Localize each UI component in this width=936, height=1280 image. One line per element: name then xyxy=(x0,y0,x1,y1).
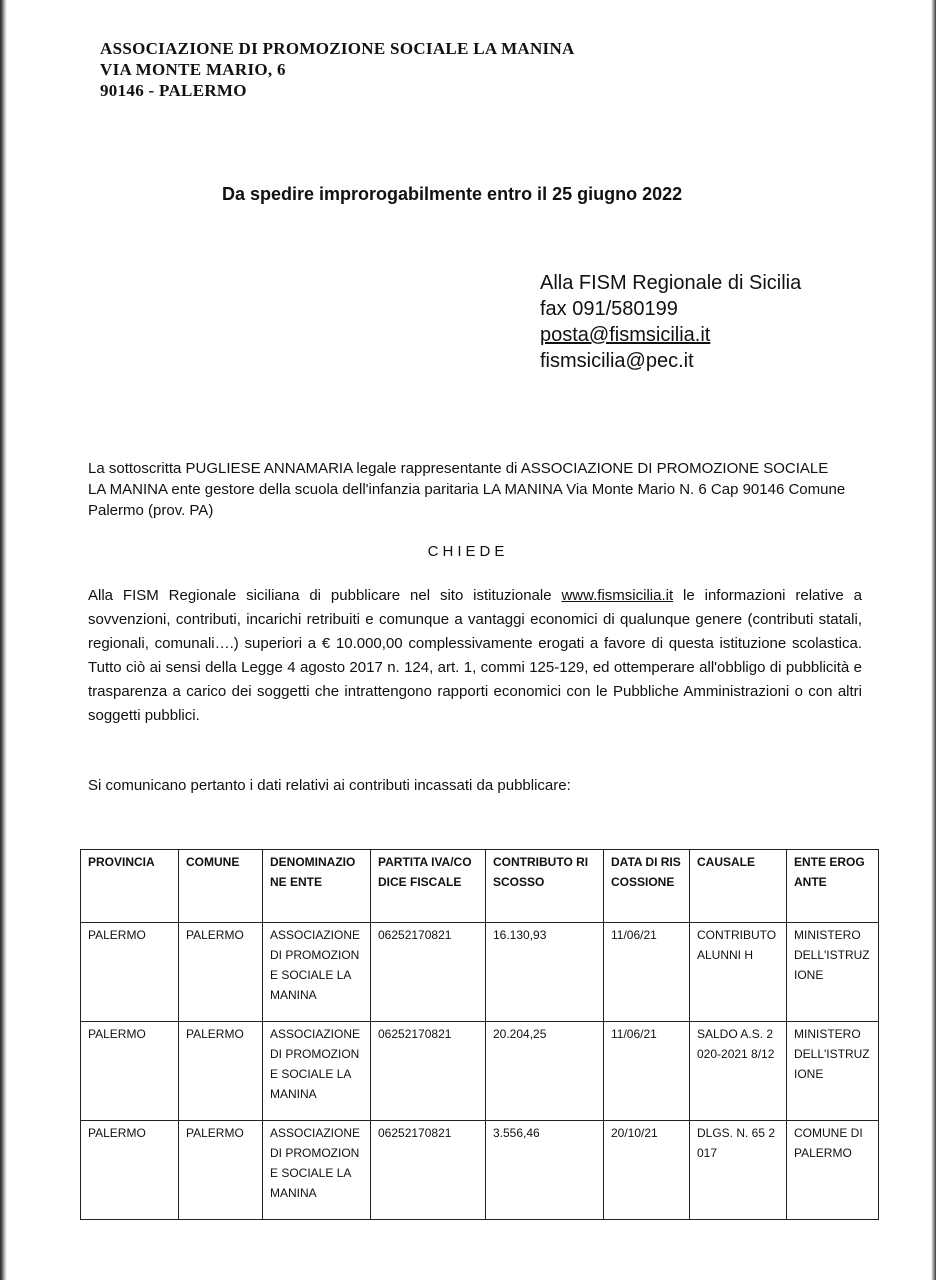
cell-partita-iva: 06252170821 xyxy=(371,923,486,1022)
scan-edge-right xyxy=(931,0,936,1280)
cell-contributo-riscosso: 3.556,46 xyxy=(486,1121,604,1220)
request-text-start: Alla FISM Regionale siciliana di pubblicare nel sito istituzionale xyxy=(88,587,562,604)
cell-ente-erogante: COMUNE DI PALERMO xyxy=(787,1121,879,1220)
sender-street: VIA MONTE MARIO, 6 xyxy=(100,60,286,79)
data-intro-line: Si comunicano pertanto i dati relativi ai contributi incassati da pubblicare: xyxy=(88,777,571,794)
sender-address xyxy=(100,38,575,101)
header-denominazione-ente: DENOMINAZIONE ENTE xyxy=(263,850,371,923)
cell-contributo-riscosso: 16.130,93 xyxy=(486,923,604,1022)
table-row xyxy=(81,1022,879,1121)
scan-edge-left xyxy=(0,0,7,1280)
cell-provincia: PALERMO xyxy=(81,923,179,1022)
table-header-row xyxy=(81,850,879,923)
sender-city: 90146 - PALERMO xyxy=(100,81,247,100)
website-link[interactable]: www.fismsicilia.it xyxy=(561,587,674,604)
cell-denominazione-ente: ASSOCIAZIONE DI PROMOZIONE SOCIALE LA MANINA xyxy=(263,1121,371,1220)
intro-paragraph: La sottoscritta PUGLIESE ANNAMARIA legale rappresentante di ASSOCIAZIONE DI PROMOZIONE SOCIALE LA MANINA ente gestore della scuola dell'infanzia paritaria LA MANINA Via Monte Mario N. 6 Cap 90146 Comune Palermo (prov. PA) xyxy=(88,460,846,519)
recipient-block xyxy=(540,270,801,374)
header-comune: COMUNE xyxy=(179,850,263,923)
cell-ente-erogante: MINISTERO DELL'ISTRUZIONE xyxy=(787,1022,879,1121)
cell-comune: PALERMO xyxy=(179,1022,263,1121)
cell-denominazione-ente: ASSOCIAZIONE DI PROMOZIONE SOCIALE LA MANINA xyxy=(263,1022,371,1121)
cell-denominazione-ente: ASSOCIAZIONE DI PROMOZIONE SOCIALE LA MANINA xyxy=(263,923,371,1022)
request-text-end: le informazioni relative a sovvenzioni, contributi, incarichi retribuiti e comunque a vantaggi economici di qualunque genere (contributi statali, regionali, comunali….) superiori a € 10.000,00 complessivamente erogati a favore di questa istituzione scolastica. Tutto ciò ai sensi della Legge 4 agosto 2017 n. 124, art. 1, commi 125-129, ed ottemperare all'obbligo di pubblicità e trasparenza a carico dei soggetti che intrattengono rapporti economici con le Pubbliche Amministrazioni o con altri soggetti pubblici. xyxy=(88,587,862,724)
cell-data-riscossione: 11/06/21 xyxy=(604,923,690,1022)
cell-causale: DLGS. N. 65 2017 xyxy=(690,1121,787,1220)
recipient-email-link[interactable]: posta@fismsicilia.it xyxy=(540,324,711,346)
cell-data-riscossione: 11/06/21 xyxy=(604,1022,690,1121)
cell-provincia: PALERMO xyxy=(81,1121,179,1220)
header-ente-erogante: ENTE EROGANTE xyxy=(787,850,879,923)
table-row xyxy=(81,1121,879,1220)
cell-provincia: PALERMO xyxy=(81,1022,179,1121)
request-paragraph xyxy=(88,584,862,728)
cell-causale: SALDO A.S. 2020-2021 8/12 xyxy=(690,1022,787,1121)
header-data-riscossione: DATA DI RISCOSSIONE xyxy=(604,850,690,923)
cell-ente-erogante: MINISTERO DELL'ISTRUZIONE xyxy=(787,923,879,1022)
cell-partita-iva: 06252170821 xyxy=(371,1022,486,1121)
cell-data-riscossione: 20/10/21 xyxy=(604,1121,690,1220)
cell-comune: PALERMO xyxy=(179,923,263,1022)
sender-name: ASSOCIAZIONE DI PROMOZIONE SOCIALE LA MANINA xyxy=(100,39,575,58)
header-partita-iva: PARTITA IVA/CODICE FISCALE xyxy=(371,850,486,923)
cell-causale: CONTRIBUTO ALUNNI H xyxy=(690,923,787,1022)
header-causale: CAUSALE xyxy=(690,850,787,923)
recipient-fax: fax 091/580199 xyxy=(540,298,678,320)
header-provincia: PROVINCIA xyxy=(81,850,179,923)
table-row xyxy=(81,923,879,1022)
header-contributo-riscosso: CONTRIBUTO RISCOSSO xyxy=(486,850,604,923)
deadline-notice: Da spedire improrogabilmente entro il 25 giugno 2022 xyxy=(222,184,683,204)
cell-partita-iva: 06252170821 xyxy=(371,1121,486,1220)
recipient-pec-email: fismsicilia@pec.it xyxy=(540,350,694,372)
recipient-name: Alla FISM Regionale di Sicilia xyxy=(540,272,802,294)
cell-contributo-riscosso: 20.204,25 xyxy=(486,1022,604,1121)
chiede-heading: CHIEDE xyxy=(427,543,509,560)
contributions-table xyxy=(80,849,879,1220)
cell-comune: PALERMO xyxy=(179,1121,263,1220)
